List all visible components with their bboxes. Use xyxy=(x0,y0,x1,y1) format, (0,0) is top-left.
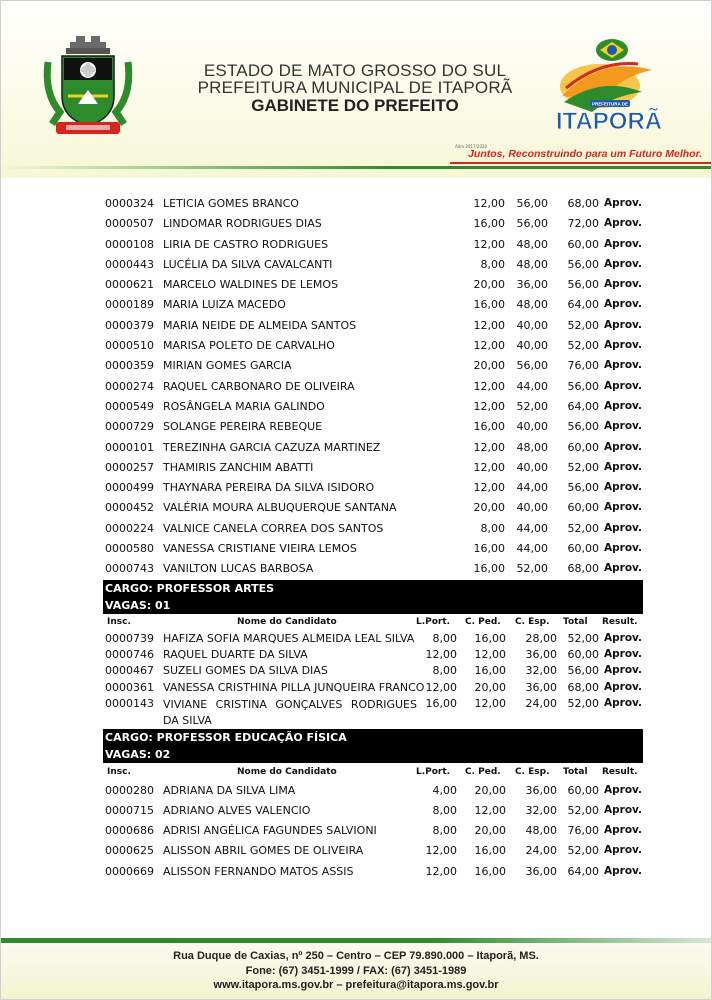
score-total: 60,00 xyxy=(567,647,599,661)
candidate-insc: 0000467 xyxy=(105,664,154,678)
score-total: 76,00 xyxy=(567,359,599,373)
score-total: 52,00 xyxy=(567,521,599,535)
table-row xyxy=(103,802,643,822)
column-headers xyxy=(103,763,643,782)
candidate-insc: 0000359 xyxy=(105,359,154,373)
results-table-educacao-fisica xyxy=(103,782,643,883)
result-status: Aprov. xyxy=(604,864,643,877)
candidate-insc: 0000379 xyxy=(105,318,154,332)
candidate-insc: 0000580 xyxy=(105,542,154,556)
candidate-insc: 0000443 xyxy=(105,257,154,271)
score-total: 52,00 xyxy=(567,318,599,332)
score-general: 40,00 xyxy=(516,339,548,353)
score-general: 56,00 xyxy=(516,217,548,231)
result-status: Aprov. xyxy=(604,696,643,709)
score-cesp: 24,00 xyxy=(525,696,557,710)
col-insc: Insc. xyxy=(107,766,131,777)
candidate-insc: 0000108 xyxy=(105,237,154,251)
col-lport: L.Port. xyxy=(416,766,451,777)
score-general: 44,00 xyxy=(516,481,548,495)
candidate-insc: 0000324 xyxy=(105,197,154,210)
score-cesp: 36,00 xyxy=(525,783,557,797)
result-status: Aprov. xyxy=(604,562,643,575)
table-row xyxy=(103,631,643,647)
score-cesp: 36,00 xyxy=(525,864,557,878)
score-total: 52,00 xyxy=(567,460,599,474)
footer xyxy=(0,943,712,1000)
score-total: 72,00 xyxy=(567,217,599,231)
score-cped: 20,00 xyxy=(474,824,506,838)
list-item xyxy=(103,377,643,397)
result-status: Aprov. xyxy=(604,481,643,494)
score-total: 68,00 xyxy=(567,680,599,694)
col-result: Result. xyxy=(602,766,638,777)
list-item xyxy=(103,214,643,234)
result-status: Aprov. xyxy=(604,680,643,693)
candidate-name: VANESSA CRISTHINA PILLA JUNQUEIRA FRANCO xyxy=(163,680,425,694)
candidate-insc: 0000257 xyxy=(105,460,154,474)
results-table-artes xyxy=(103,631,643,729)
score-lport: 8,00 xyxy=(432,804,457,818)
score-cesp: 36,00 xyxy=(525,680,557,694)
score-specific: 20,00 xyxy=(473,501,505,515)
candidate-name: ADRIANA DA SILVA LIMA xyxy=(163,783,296,797)
score-specific: 12,00 xyxy=(473,481,505,495)
score-cped: 16,00 xyxy=(474,864,506,878)
result-status: Aprov. xyxy=(604,257,643,270)
score-specific: 12,00 xyxy=(473,399,505,413)
table-row xyxy=(103,647,643,663)
candidate-name: ALISSON ABRIL GOMES DE OLIVEIRA xyxy=(163,844,364,858)
candidate-name: RAQUEL CARBONARO DE OLIVEIRA xyxy=(163,379,355,393)
municipal-coat-of-arms-icon xyxy=(40,34,136,138)
candidate-insc: 0000621 xyxy=(105,278,154,292)
result-status: Aprov. xyxy=(604,631,643,644)
score-cped: 16,00 xyxy=(474,631,506,645)
candidate-name: SUZELI GOMES DA SILVA DIAS xyxy=(163,664,328,678)
result-status: Aprov. xyxy=(604,440,643,453)
score-cped: 16,00 xyxy=(474,664,506,678)
score-general: 40,00 xyxy=(516,420,548,434)
score-total: 56,00 xyxy=(567,278,599,292)
score-specific: 8,00 xyxy=(480,521,505,535)
score-general: 52,00 xyxy=(516,562,548,576)
result-status: Aprov. xyxy=(604,804,643,817)
score-general: 52,00 xyxy=(516,399,548,413)
list-item xyxy=(103,356,643,376)
candidate-name: HAFIZA SOFIA MARQUES ALMEIDA LEAL SILVA xyxy=(163,631,415,645)
result-status: Aprov. xyxy=(604,359,643,372)
score-total: 60,00 xyxy=(567,542,599,556)
score-general: 48,00 xyxy=(516,298,548,312)
candidate-name: THAMIRIS ZANCHIM ABATTI xyxy=(163,460,314,474)
table-row xyxy=(103,696,643,729)
score-lport: 12,00 xyxy=(425,844,457,858)
col-total: Total xyxy=(563,616,588,627)
score-general: 40,00 xyxy=(516,318,548,332)
score-specific: 20,00 xyxy=(473,278,505,292)
table-row xyxy=(103,782,643,802)
score-general: 40,00 xyxy=(516,501,548,515)
score-total: 64,00 xyxy=(567,864,599,878)
candidate-insc: 0000625 xyxy=(105,844,154,858)
score-total: 68,00 xyxy=(567,197,599,210)
candidate-insc: 0000507 xyxy=(105,217,154,231)
table-row xyxy=(103,842,643,862)
col-cesp: C. Esp. xyxy=(515,616,550,627)
itapora-logo-icon xyxy=(542,36,677,136)
result-status: Aprov. xyxy=(604,339,643,352)
col-cped: C. Ped. xyxy=(465,766,501,777)
candidate-insc: 0000143 xyxy=(105,696,154,710)
score-specific: 16,00 xyxy=(473,420,505,434)
candidate-name: MARISA POLETO DE CARVALHO xyxy=(163,339,335,353)
candidate-insc: 0000686 xyxy=(105,824,154,838)
list-item xyxy=(103,295,643,315)
table-row xyxy=(103,822,643,842)
score-specific: 8,00 xyxy=(480,257,505,271)
score-cped: 12,00 xyxy=(474,804,506,818)
candidate-name: ADRIANO ALVES VALENCIO xyxy=(163,804,311,818)
score-total: 56,00 xyxy=(567,664,599,678)
candidate-insc: 0000361 xyxy=(105,680,154,694)
col-total: Total xyxy=(563,766,588,777)
list-item xyxy=(103,316,643,336)
candidate-insc: 0000746 xyxy=(105,647,154,661)
logo-wordmark: ITAPORÃ xyxy=(555,108,663,135)
footer-phone: Fone: (67) 3451-1999 / FAX: (67) 3451-1989 xyxy=(245,964,467,977)
candidate-name: LIRIA DE CASTRO RODRIGUES xyxy=(163,237,329,251)
prefecture-name: PREFEITURA MUNICIPAL DE ITAPORÃ xyxy=(197,78,513,97)
candidate-name: ADRISI ANGÉLICA FAGUNDES SALVIONI xyxy=(163,824,377,838)
list-item xyxy=(103,539,643,559)
score-total: 60,00 xyxy=(567,501,599,515)
score-cesp: 32,00 xyxy=(525,804,557,818)
score-specific: 12,00 xyxy=(473,440,505,454)
list-item xyxy=(103,478,643,498)
result-status: Aprov. xyxy=(604,217,643,230)
score-total: 60,00 xyxy=(567,783,599,797)
score-general: 44,00 xyxy=(516,521,548,535)
candidate-insc: 0000274 xyxy=(105,379,154,393)
score-lport: 8,00 xyxy=(432,631,457,645)
result-status: Aprov. xyxy=(604,647,643,660)
logo-subtext: PREFEITURA DE xyxy=(591,101,629,107)
score-total: 60,00 xyxy=(567,237,599,251)
score-general: 36,00 xyxy=(516,278,548,292)
score-lport: 12,00 xyxy=(425,680,457,694)
candidate-name: VIVIANE CRISTINA GONÇALVES RODRIGUES DA SILVA xyxy=(163,697,417,727)
score-cesp: 36,00 xyxy=(525,647,557,661)
score-total: 52,00 xyxy=(567,631,599,645)
result-status: Aprov. xyxy=(604,379,643,392)
header-red-rule xyxy=(450,162,712,164)
list-item xyxy=(103,336,643,356)
score-specific: 12,00 xyxy=(473,197,505,210)
cargo-header: CARGO: PROFESSOR ARTES xyxy=(103,580,643,597)
candidate-insc: 0000510 xyxy=(105,339,154,353)
candidate-name: VALÉRIA MOURA ALBUQUERQUE SANTANA xyxy=(163,501,397,515)
score-total: 56,00 xyxy=(567,257,599,271)
score-specific: 12,00 xyxy=(473,318,505,332)
score-total: 76,00 xyxy=(567,824,599,838)
score-specific: 12,00 xyxy=(473,237,505,251)
candidate-name: MIRIAN GOMES GARCIA xyxy=(163,359,292,373)
score-general: 56,00 xyxy=(516,197,548,210)
col-cped: C. Ped. xyxy=(465,616,501,627)
score-total: 52,00 xyxy=(567,804,599,818)
candidate-name: LETICIA GOMES BRANCO xyxy=(163,197,299,210)
footer-web-email: www.itapora.ms.gov.br – prefeitura@itapora.ms.gov.br xyxy=(213,979,499,991)
vagas-header: VAGAS: 01 xyxy=(103,597,643,614)
candidate-insc: 0000280 xyxy=(105,783,154,797)
result-status: Aprov. xyxy=(604,278,643,291)
result-status: Aprov. xyxy=(604,420,643,433)
score-total: 52,00 xyxy=(567,844,599,858)
col-insc: Insc. xyxy=(107,616,131,627)
slogan: Juntos, Reconstruindo para um Futuro Melhor. xyxy=(468,148,702,160)
score-cped: 20,00 xyxy=(474,680,506,694)
candidate-insc: 0000715 xyxy=(105,804,154,818)
score-cesp: 48,00 xyxy=(525,824,557,838)
score-cped: 20,00 xyxy=(474,783,506,797)
candidate-name: VANESSA CRISTIANE VIEIRA LEMOS xyxy=(163,542,357,556)
score-specific: 16,00 xyxy=(473,542,505,556)
score-total: 56,00 xyxy=(567,481,599,495)
col-name: Nome do Candidato xyxy=(237,766,337,777)
list-item xyxy=(103,438,643,458)
result-status: Aprov. xyxy=(604,197,643,209)
candidate-name: ALISSON FERNANDO MATOS ASSIS xyxy=(163,864,354,878)
col-lport: L.Port. xyxy=(416,616,451,627)
score-specific: 20,00 xyxy=(473,359,505,373)
score-lport: 12,00 xyxy=(425,647,457,661)
score-general: 44,00 xyxy=(516,542,548,556)
result-status: Aprov. xyxy=(604,501,643,514)
list-item xyxy=(103,498,643,518)
header-green-rule xyxy=(0,166,712,169)
candidate-insc: 0000189 xyxy=(105,298,154,312)
candidate-name: RAQUEL DUARTE DA SILVA xyxy=(163,647,308,661)
candidate-name: MARCELO WALDINES DE LEMOS xyxy=(163,278,339,292)
score-specific: 12,00 xyxy=(473,460,505,474)
score-cped: 16,00 xyxy=(474,844,506,858)
col-name: Nome do Candidato xyxy=(237,616,337,627)
result-status: Aprov. xyxy=(604,399,643,412)
result-status: Aprov. xyxy=(604,542,643,555)
score-lport: 12,00 xyxy=(425,864,457,878)
list-item xyxy=(103,559,643,579)
candidate-insc: 0000729 xyxy=(105,420,154,434)
score-lport: 4,00 xyxy=(432,783,457,797)
candidate-insc: 0000743 xyxy=(105,562,154,576)
score-general: 56,00 xyxy=(516,359,548,373)
candidate-insc: 0000499 xyxy=(105,481,154,495)
office-name: GABINETE DO PREFEITO xyxy=(251,96,459,115)
admin-note: Adm 2017/2020 xyxy=(455,144,488,149)
score-specific: 12,00 xyxy=(473,379,505,393)
score-general: 40,00 xyxy=(516,460,548,474)
score-total: 64,00 xyxy=(567,298,599,312)
score-total: 60,00 xyxy=(567,440,599,454)
results-content xyxy=(103,194,643,883)
result-status: Aprov. xyxy=(604,460,643,473)
candidate-insc: 0000669 xyxy=(105,864,154,878)
candidate-insc: 0000101 xyxy=(105,440,154,454)
score-general: 48,00 xyxy=(516,440,548,454)
score-lport: 8,00 xyxy=(432,824,457,838)
candidate-name: LINDOMAR RODRIGUES DIAS xyxy=(163,217,322,231)
result-status: Aprov. xyxy=(604,664,643,677)
score-lport: 8,00 xyxy=(432,664,457,678)
score-specific: 16,00 xyxy=(473,298,505,312)
score-specific: 16,00 xyxy=(473,562,505,576)
candidate-name: VANILTON LUCAS BARBOSA xyxy=(163,562,314,576)
score-specific: 16,00 xyxy=(473,217,505,231)
score-general: 44,00 xyxy=(516,379,548,393)
score-cped: 12,00 xyxy=(474,647,506,661)
letterhead-title-block xyxy=(160,62,550,115)
table-row xyxy=(103,663,643,679)
score-total: 52,00 xyxy=(567,696,599,710)
candidate-name: THAYNARA PEREIRA DA SILVA ISIDORO xyxy=(163,481,375,495)
score-cesp: 24,00 xyxy=(525,844,557,858)
result-status: Aprov. xyxy=(604,844,643,857)
results-list-continued xyxy=(103,194,643,580)
score-general: 48,00 xyxy=(516,237,548,251)
score-general: 48,00 xyxy=(516,257,548,271)
footer-address: Rua Duque de Caxias, nº 250 – Centro – CEP 79.890.000 – Itaporã, MS. xyxy=(173,950,539,962)
score-total: 52,00 xyxy=(567,339,599,353)
col-cesp: C. Esp. xyxy=(515,766,550,777)
score-total: 68,00 xyxy=(567,562,599,576)
list-item xyxy=(103,417,643,437)
score-specific: 12,00 xyxy=(473,339,505,353)
list-item xyxy=(103,275,643,295)
col-result: Result. xyxy=(602,616,638,627)
candidate-insc: 0000224 xyxy=(105,521,154,535)
result-status: Aprov. xyxy=(604,783,643,796)
candidate-name: ROSÂNGELA MARIA GALINDO xyxy=(163,399,325,413)
vagas-header: VAGAS: 02 xyxy=(103,746,643,763)
score-cped: 12,00 xyxy=(474,696,506,710)
candidate-name: MARIA NEIDE DE ALMEIDA SANTOS xyxy=(163,318,357,332)
list-item xyxy=(103,235,643,255)
score-cesp: 28,00 xyxy=(525,631,557,645)
list-item xyxy=(103,397,643,417)
result-status: Aprov. xyxy=(604,237,643,250)
result-status: Aprov. xyxy=(604,298,643,311)
cargo-header: CARGO: PROFESSOR EDUCAÇÃO FÍSICA xyxy=(103,729,643,746)
score-lport: 16,00 xyxy=(425,696,457,710)
list-item xyxy=(103,194,643,214)
score-total: 56,00 xyxy=(567,420,599,434)
list-item xyxy=(103,458,643,478)
table-row xyxy=(103,680,643,696)
result-status: Aprov. xyxy=(604,318,643,331)
candidate-name: TEREZINHA GARCIA CAZUZA MARTINEZ xyxy=(163,440,381,454)
candidate-name: SOLANGE PEREIRA REBEQUE xyxy=(163,420,323,434)
state-name: ESTADO DE MATO GROSSO DO SUL xyxy=(203,61,507,80)
list-item xyxy=(103,255,643,275)
result-status: Aprov. xyxy=(604,521,643,534)
candidate-name: MARIA LUIZA MACEDO xyxy=(163,298,286,312)
candidate-insc: 0000549 xyxy=(105,399,154,413)
list-item xyxy=(103,519,643,539)
score-total: 64,00 xyxy=(567,399,599,413)
score-total: 56,00 xyxy=(567,379,599,393)
result-status: Aprov. xyxy=(604,824,643,837)
letterhead xyxy=(0,0,712,178)
candidate-name: VALNICE CANELA CORREA DOS SANTOS xyxy=(163,521,384,535)
column-headers xyxy=(103,614,643,631)
candidate-name: LUCÉLIA DA SILVA CAVALCANTI xyxy=(163,257,333,271)
table-row xyxy=(103,863,643,883)
candidate-insc: 0000452 xyxy=(105,501,154,515)
candidate-insc: 0000739 xyxy=(105,631,154,645)
score-cesp: 32,00 xyxy=(525,664,557,678)
